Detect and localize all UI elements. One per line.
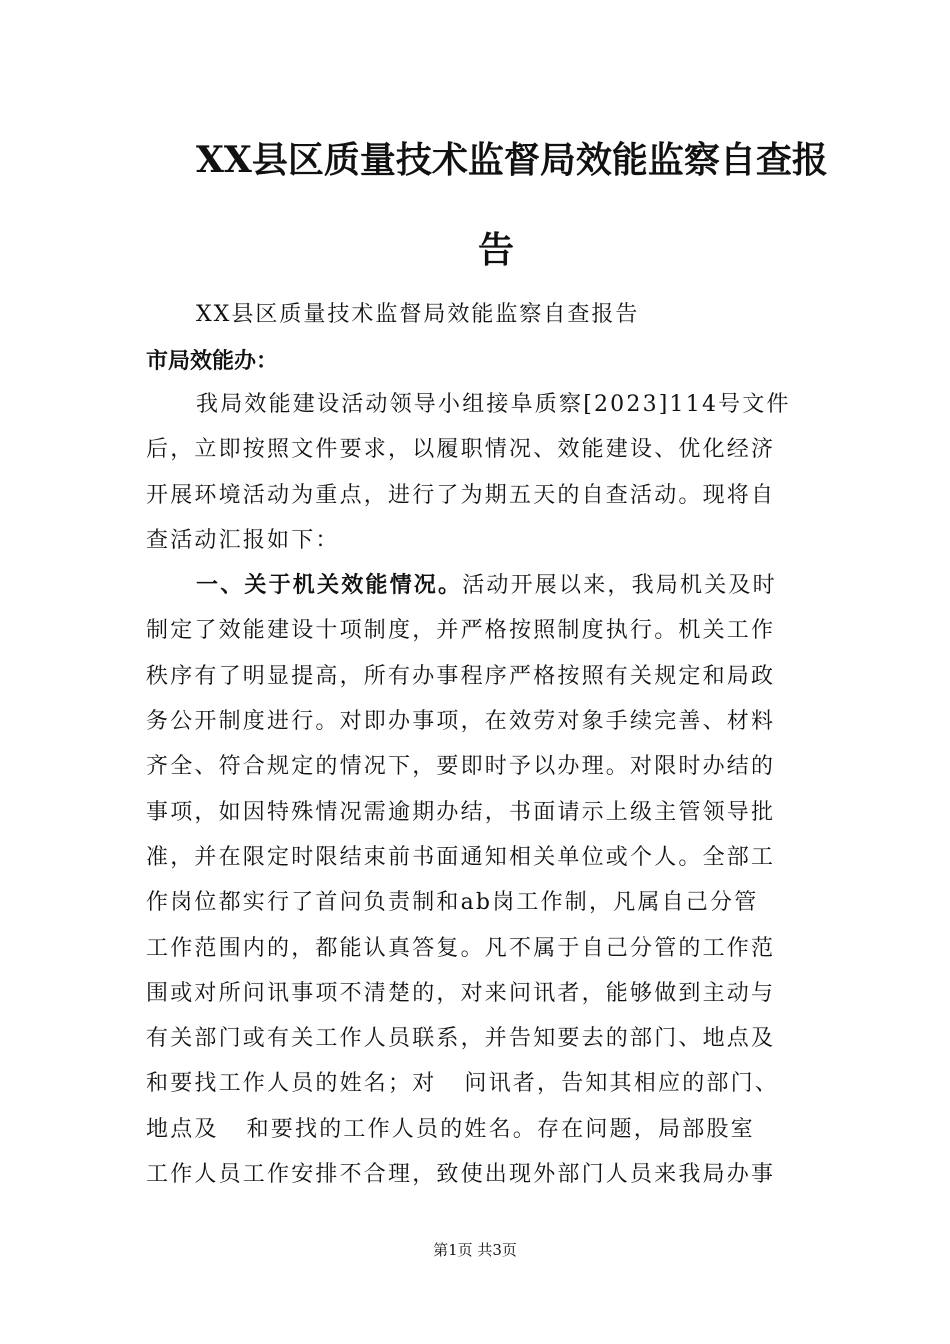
- paragraph-line: 我局效能建设活动领导小组接阜质察[2023]114号文件: [196, 392, 791, 417]
- paragraph-line: 工作人员工作安排不合理，致使出现外部门人员来我局办事: [146, 1162, 776, 1188]
- paragraph-line: 围或对所问讯事项不清楚的，对来问讯者，能够做到主动与: [146, 980, 776, 1006]
- document-title-line-1: XX县区质量技术监督局效能监察自查报: [196, 139, 828, 181]
- paragraph-line: 准，并在限定时限结束前书面通知相关单位或个人。全部工: [146, 844, 776, 870]
- paragraph-text: 地点及: [146, 1116, 219, 1142]
- section-1-first-line: [146, 563, 808, 608]
- document-subtitle: XX县区质量技术监督局效能监察自查报告: [196, 302, 640, 327]
- paragraph-line: 作岗位都实行了首问负责制和ab岗工作制，凡属自己分管: [146, 890, 759, 916]
- paragraph-line: [146, 1061, 808, 1106]
- paragraph-line: 开展环境活动为重点，进行了为期五天的自查活动。现将自: [146, 482, 776, 508]
- paragraph-text: 和要找工作人员的姓名；对: [146, 1071, 437, 1097]
- salutation: 市局效能办：: [146, 348, 279, 374]
- paragraph-line: 工作范围内的，都能认真答复。凡不属于自己分管的工作范: [146, 935, 776, 961]
- document-title-line-2: 告: [478, 229, 515, 271]
- paragraph-line: 齐全、符合规定的情况下，要即时予以办理。对限时办结的: [146, 754, 776, 780]
- paragraph-line: 查活动汇报如下：: [146, 527, 340, 553]
- paragraph-line: 务公开制度进行。对即办事项，在效劳对象手续完善、材料: [146, 709, 776, 735]
- paragraph-line: [146, 1107, 808, 1152]
- paragraph-line: 后，立即按照文件要求，以履职情况、效能建设、优化经济: [146, 437, 776, 463]
- paragraph-text: 问讯者，告知其相应的部门、: [464, 1071, 780, 1097]
- section-1-first-line-text: 活动开展以来，我局机关及时: [462, 573, 777, 599]
- paragraph-line: 制定了效能建设十项制度，并严格按照制度执行。机关工作: [146, 618, 776, 644]
- paragraph-line: 有关部门或有关工作人员联系，并告知要去的部门、地点及: [146, 1026, 776, 1052]
- document-body: [146, 382, 808, 1197]
- paragraph-text: 和要找的工作人员的姓名。存在问题，局部股室: [246, 1116, 755, 1142]
- paragraph-line: 秩序有了明显提高，所有办事程序严格按照有关规定和局政: [146, 663, 776, 689]
- paragraph-line: 事项，如因特殊情况需逾期办结，书面请示上级主管领导批: [146, 799, 776, 825]
- page-footer: 第1页 共3页: [433, 1241, 517, 1259]
- section-1-heading: 一、关于机关效能情况。: [196, 572, 463, 599]
